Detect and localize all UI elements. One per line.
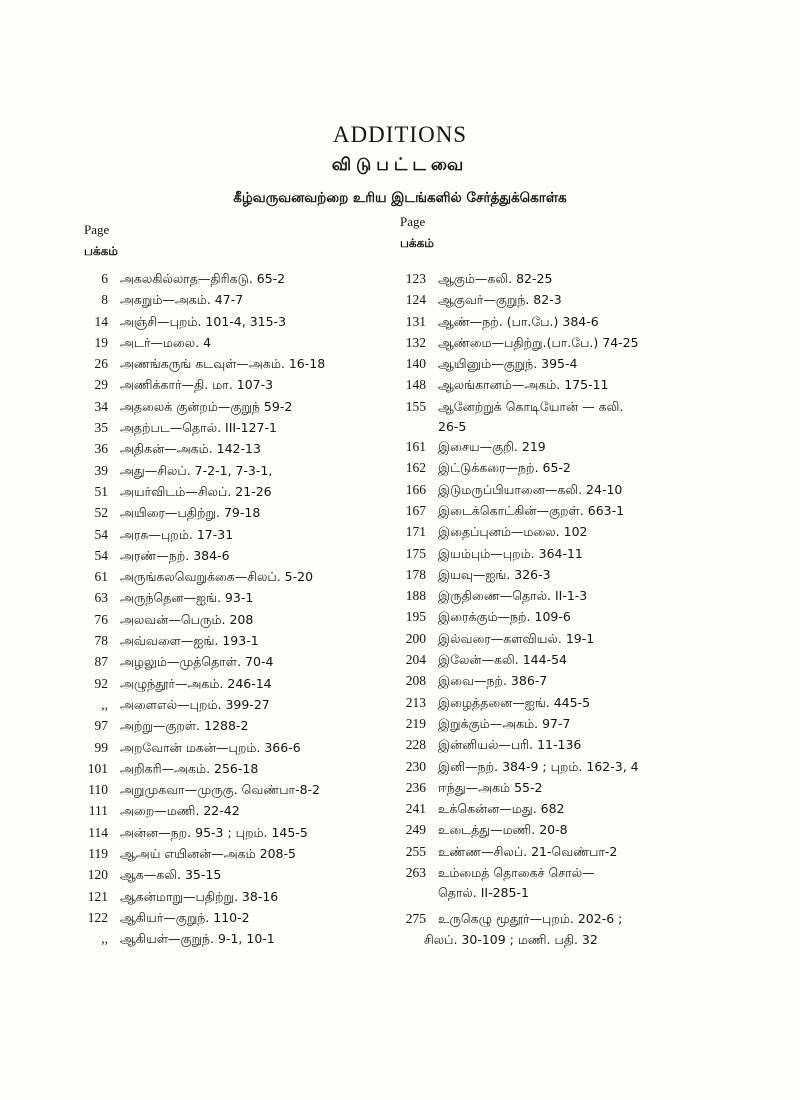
right-column-header <box>400 214 434 252</box>
entry-text: அணிக்கார்—தி. மா. 107-3 <box>120 377 274 393</box>
entry-text: இருதிணை—தொல். II-1-3 <box>438 588 588 604</box>
index-entry <box>386 457 786 478</box>
index-entry <box>386 564 786 585</box>
index-entry <box>68 694 388 715</box>
entry-text: உண்ண—சிலப். 21-வெண்பா-2 <box>438 843 618 859</box>
index-entry <box>386 479 786 500</box>
entry-page-number: 35 <box>94 420 108 436</box>
entry-text: அறிகரி—அகம். 256-18 <box>120 760 259 776</box>
entry-page-number: 228 <box>405 737 426 753</box>
entry-text: ஈந்து—அகம் 55-2 <box>438 779 543 795</box>
index-entry <box>386 841 786 862</box>
entry-page-number: 131 <box>405 313 426 329</box>
entry-page-number: 92 <box>94 675 108 691</box>
entry-text: 26-5 <box>438 419 467 435</box>
entry-text: இயம்பும்—புறம். 364-11 <box>438 545 583 561</box>
index-entry <box>68 311 388 332</box>
entry-page-number: 34 <box>94 398 108 414</box>
entry-text: அலவன்—பெரும். 208 <box>120 611 254 627</box>
entry-page-number: 155 <box>405 398 426 414</box>
entry-text: அஞ்சி—புறம். 101-4, 315-3 <box>120 313 287 329</box>
entry-page-number: 78 <box>94 633 108 649</box>
entry-page-number: 162 <box>405 460 426 476</box>
entry-text: உருகெழு மூதூர்—புறம். 202-6 ; <box>438 911 623 927</box>
left-header-tamil: பக்கம் <box>84 244 118 258</box>
index-entry <box>68 587 388 608</box>
entry-page-number: 204 <box>405 652 426 668</box>
index-entry <box>68 864 388 885</box>
entry-page-number: 122 <box>87 909 108 925</box>
index-entry <box>386 311 786 332</box>
entry-text: இசைய—குறி. 219 <box>438 439 546 455</box>
index-entry <box>68 268 388 289</box>
index-entry <box>68 374 388 395</box>
index-entry <box>68 524 388 545</box>
entry-text: இல்வரை—களவியல். 19-1 <box>438 630 595 646</box>
index-entry <box>68 609 388 630</box>
entry-text: அறுமுகவா—முருகு. வெண்பா-8-2 <box>120 782 321 798</box>
entry-text: ஆகியர்—குறுந். 110-2 <box>120 909 250 925</box>
entry-page-number: 119 <box>88 846 108 862</box>
entry-text: இரைக்கும்—நற். 109-6 <box>438 609 571 625</box>
right-entries-column <box>386 268 786 949</box>
entry-page-number: 39 <box>94 462 108 478</box>
index-entry <box>386 908 786 929</box>
entry-page-number: 230 <box>405 758 426 774</box>
entry-text: ஆனேற்றுக் கொடியோன் — கலி. <box>438 398 624 414</box>
entry-page-number: 148 <box>405 377 426 393</box>
entry-text: ஆகன்மாறு—பதிற்று. 38-16 <box>120 888 279 904</box>
entry-text: உக்கென்ன—மது. 682 <box>438 801 565 817</box>
index-entry <box>68 630 388 651</box>
entry-text: ஆண்—நற். (பா.பே.) 384-6 <box>438 313 599 329</box>
entry-page-number: ,, <box>101 696 108 712</box>
entry-page-number: 6 <box>101 271 108 286</box>
index-entry <box>68 737 388 758</box>
entry-page-number: 61 <box>94 569 108 585</box>
entry-text: அடர்—மலை. 4 <box>120 334 212 350</box>
entry-page-number: 114 <box>88 824 108 840</box>
entry-page-number: 263 <box>405 865 426 881</box>
index-entry <box>386 734 786 755</box>
index-entry <box>386 585 786 606</box>
entry-text: ஆகுவர்—குறுந். 82-3 <box>438 292 562 308</box>
entry-text: இடுமருப்பியானை—கலி. 24-10 <box>438 481 623 497</box>
entry-page-number: 200 <box>405 630 426 646</box>
entry-page-number: 178 <box>405 566 426 582</box>
entry-text: அரண்—நற். 384-6 <box>120 547 230 563</box>
entry-text: அறவோன் மகன்—புறம். 366-6 <box>120 739 301 755</box>
index-entry <box>386 289 786 310</box>
index-entry <box>68 545 388 566</box>
left-header-english: Page <box>84 222 110 237</box>
index-entry <box>68 353 388 374</box>
entry-text: அழலும்—முத்தொள். 70-4 <box>120 654 274 670</box>
entry-page-number: 14 <box>94 313 108 329</box>
index-entry <box>386 862 786 883</box>
index-entry <box>68 502 388 523</box>
left-column-header <box>84 222 118 260</box>
entry-page-number: 54 <box>94 526 108 542</box>
entry-text: ஆஅய் எயினன்—அகம் 208-5 <box>120 846 296 862</box>
entry-page-number: 63 <box>94 590 108 606</box>
entry-page-number: 132 <box>405 334 426 350</box>
index-entry <box>68 800 388 821</box>
entry-text: இடைக்கொட்கின்—குறள். 663-1 <box>438 502 625 518</box>
index-entry <box>386 606 786 627</box>
entry-page-number: 19 <box>94 334 108 350</box>
index-entry <box>68 822 388 843</box>
entry-page-number: 275 <box>405 911 426 927</box>
entry-page-number: 76 <box>94 611 108 627</box>
entry-text: அது—சிலப். 7-2-1, 7-3-1, <box>120 462 273 478</box>
entry-page-number: 171 <box>405 524 426 540</box>
entry-text: இயவு—ஐங். 326-3 <box>438 566 551 582</box>
entry-page-number: 51 <box>94 483 108 499</box>
index-entry <box>68 460 388 481</box>
entry-text: அயிரை—பதிற்று. 79-18 <box>120 505 261 521</box>
entry-text: அரசு—புறம். 17-31 <box>120 526 234 542</box>
entry-page-number: 110 <box>88 782 108 798</box>
index-entry <box>386 268 786 289</box>
entry-text: ஆலங்கானம்—அகம். 175-11 <box>438 377 609 393</box>
index-entry-continuation <box>386 417 786 436</box>
entry-page-number: 123 <box>405 271 426 286</box>
entry-page-number: 208 <box>405 673 426 689</box>
index-entry <box>68 843 388 864</box>
right-header-english: Page <box>400 214 426 229</box>
entry-text: இனி—நற். 384-9 ; புறம். 162-3, 4 <box>438 758 639 774</box>
entry-text: அணங்கருங் கடவுள்—அகம். 16-18 <box>120 356 326 372</box>
entry-text: சிலப். 30-109 ; மணி. பதி. 32 <box>424 931 598 947</box>
index-entry <box>386 713 786 734</box>
entry-text: அருந்தென—ஐங். 93-1 <box>120 590 254 606</box>
entry-text: அவ்வளை—ஐங். 193-1 <box>120 633 259 649</box>
index-entry <box>68 289 388 310</box>
entry-text: இறுக்கும்—அகம். 97-7 <box>438 715 571 731</box>
index-entry <box>386 436 786 457</box>
entry-page-number: 101 <box>87 760 108 776</box>
entry-text: உம்மைத் தொகைச் சொல்— <box>438 865 595 881</box>
index-entry <box>386 500 786 521</box>
index-entry <box>386 649 786 670</box>
index-entry <box>386 543 786 564</box>
entry-page-number: 236 <box>405 779 426 795</box>
index-entry <box>386 756 786 777</box>
index-entry <box>68 715 388 736</box>
right-header-tamil: பக்கம் <box>400 236 434 250</box>
index-entry <box>68 417 388 438</box>
entry-text: அயர்விடம்—சிலப். 21-26 <box>120 483 272 499</box>
index-entry <box>68 673 388 694</box>
entry-page-number: 140 <box>405 356 426 372</box>
index-entry <box>386 777 786 798</box>
index-entry-continuation <box>386 883 786 902</box>
entry-page-number: 161 <box>405 439 426 455</box>
entry-page-number: 249 <box>405 822 426 838</box>
index-entry <box>386 819 786 840</box>
entry-page-number: 29 <box>94 377 108 393</box>
index-entry <box>68 438 388 459</box>
entry-page-number: 241 <box>405 801 426 817</box>
index-entry <box>386 353 786 374</box>
left-entries-column <box>68 268 388 950</box>
entry-text: ஆகும்—கலி. 82-25 <box>438 271 553 286</box>
entry-text: இன்னியல்—பரி. 11-136 <box>438 737 582 753</box>
entry-text: இலேன்—கலி. 144-54 <box>438 652 567 668</box>
entry-page-number: 87 <box>94 654 108 670</box>
entry-page-number: ,, <box>101 931 108 947</box>
entry-text: ஆகியள்—குறுந். 9-1, 10-1 <box>120 931 275 947</box>
entry-text: இட்டுக்கரை—நற். 65-2 <box>438 460 571 476</box>
index-entry <box>68 779 388 800</box>
entry-text: அளைஎல்—புறம். 399-27 <box>120 696 270 712</box>
index-entry <box>386 670 786 691</box>
entry-text: உடைத்து—மணி. 20-8 <box>438 822 568 838</box>
entry-page-number: 219 <box>405 715 426 731</box>
entry-page-number: 36 <box>94 441 108 457</box>
index-entry <box>68 886 388 907</box>
entry-page-number: 54 <box>94 547 108 563</box>
entry-page-number: 195 <box>405 609 426 625</box>
entry-text: ஆண்மை—பதிற்று.(பா.பே.) 74-25 <box>438 334 639 350</box>
entry-page-number: 175 <box>405 545 426 561</box>
entry-page-number: 255 <box>405 843 426 859</box>
index-entry <box>68 566 388 587</box>
index-entry <box>386 798 786 819</box>
index-entry <box>386 332 786 353</box>
entry-page-number: 8 <box>101 292 108 308</box>
entry-text: அருங்கலவெறுக்கை—சிலப். 5-20 <box>120 569 314 585</box>
entry-page-number: 213 <box>405 694 426 710</box>
index-entry <box>68 758 388 779</box>
index-entry <box>386 374 786 395</box>
entry-text: இதைப்புனம்—மலை. 102 <box>438 524 588 540</box>
entry-page-number: 121 <box>87 888 108 904</box>
index-entry <box>68 481 388 502</box>
index-entry-continuation <box>386 930 786 949</box>
index-entry <box>386 692 786 713</box>
entry-page-number: 97 <box>94 718 108 734</box>
index-entry <box>386 628 786 649</box>
page-subtitle: விடுபட்டவை <box>331 155 469 175</box>
entry-text: ஆக—கலி. 35-15 <box>120 867 222 883</box>
entry-page-number: 124 <box>405 292 426 308</box>
entry-text: அதலைக் குன்றம்—குறுந் 59-2 <box>120 398 293 414</box>
entry-page-number: 166 <box>405 481 426 497</box>
index-entry <box>386 396 786 417</box>
index-entry <box>386 521 786 542</box>
entry-text: இழைத்தனை—ஐங். 445-5 <box>438 694 591 710</box>
entry-page-number: 26 <box>94 356 108 372</box>
entry-text: அறை—மணி. 22-42 <box>120 803 240 819</box>
entry-text: அழுந்தூர்—அகம். 246-14 <box>120 675 272 691</box>
entry-text: ஆயினும்—குறுந். 395-4 <box>438 356 578 372</box>
entry-page-number: 188 <box>405 588 426 604</box>
entry-text: அதற்பட—தொல். III-127-1 <box>120 420 277 436</box>
entry-page-number: 120 <box>87 867 108 883</box>
instruction-line: கீழ்வருவனவற்றை உரிய இடங்களில் சேர்த்துக்கொள்க <box>233 190 567 206</box>
entry-text: அன்ன—நற. 95-3 ; புறம். 145-5 <box>120 824 308 840</box>
entry-page-number: 99 <box>94 739 108 755</box>
entry-page-number: 111 <box>88 803 108 819</box>
entry-page-number: 52 <box>94 505 108 521</box>
entry-text: இவை—நற். 386-7 <box>438 673 548 689</box>
index-entry <box>68 907 388 928</box>
entry-page-number: 167 <box>405 502 426 518</box>
entry-text: தொல். II-285-1 <box>438 885 529 901</box>
entry-text: அகறும்—அகம். 47-7 <box>120 292 244 308</box>
index-entry <box>68 396 388 417</box>
index-entry <box>68 332 388 353</box>
entry-text: அதிகன்—அகம். 142-13 <box>120 441 261 457</box>
page-title: ADDITIONS <box>332 122 468 147</box>
entry-text: அகலகில்லாத—திரிகடு. 65-2 <box>120 271 286 286</box>
entry-text: அற்று—குறள். 1288-2 <box>120 718 249 734</box>
index-entry <box>68 651 388 672</box>
index-entry <box>68 928 388 949</box>
